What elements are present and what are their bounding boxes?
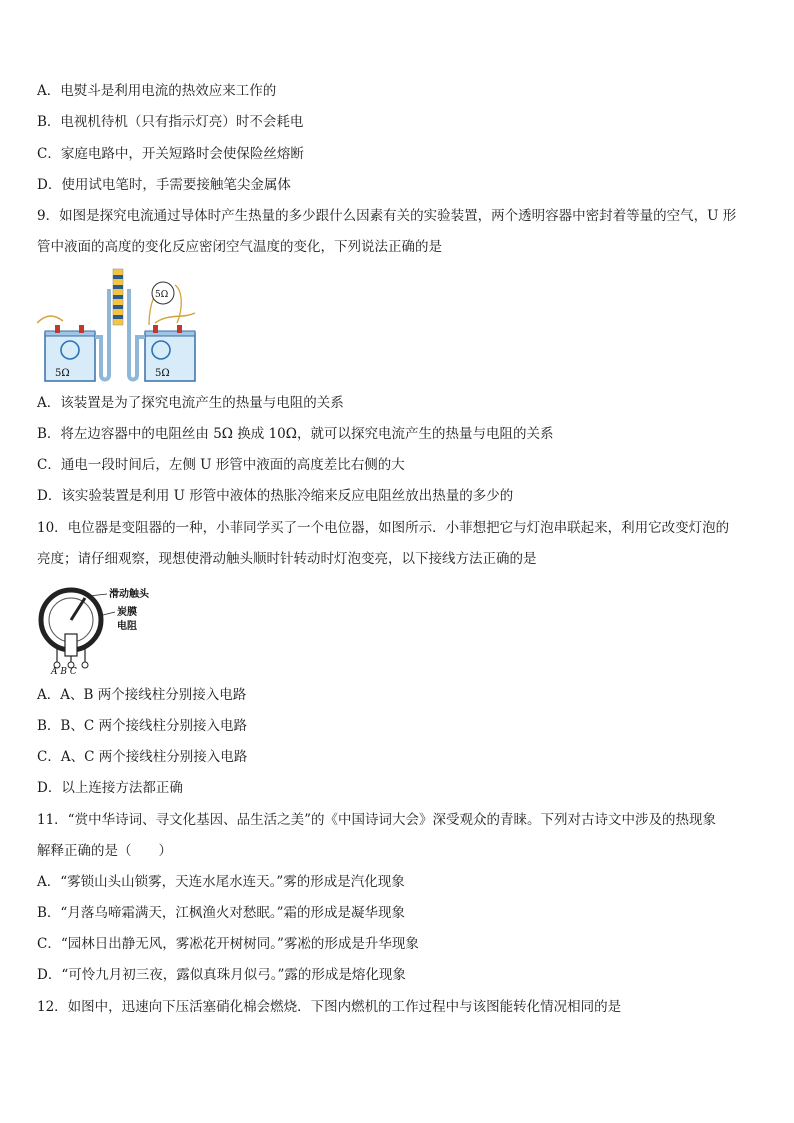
q9-stem-line2: 管中液面的高度的变化反应密闭空气温度的变化，下列说法正确的是: [37, 239, 442, 255]
right-container: [145, 333, 195, 381]
potentiometer-figure: [37, 582, 162, 674]
q8-option-c: C．家庭电路中，开关短路时会使保险丝熔断: [37, 146, 304, 162]
external-resistor-label: 5Ω: [155, 290, 169, 300]
q11-stem-line1: 11．“赏中华诗词、寻文化基因、品生活之美”的《中国诗词大会》深受观众的青睐。下列对古诗文中涉及的热现象: [37, 812, 716, 828]
q10-stem-line2: 亮度；请仔细观察，现想使滑动触头顺时针转动时灯泡变亮，以下接线方法正确的是: [37, 551, 537, 567]
carbon-film-label-1: 炭膜: [117, 607, 137, 618]
q8-option-b: B．电视机待机（只有指示灯亮）时不会耗电: [37, 114, 304, 130]
u-tube-left: [95, 289, 109, 380]
q8-option-d: D．使用试电笔时，手需要接触笔尖金属体: [37, 177, 291, 193]
right-resistor-label: 5Ω: [155, 368, 170, 379]
q9-option-b: B．将左边容器中的电阻丝由 5Ω 换成 10Ω，就可以探究电流产生的热量与电阻的关系: [37, 426, 554, 442]
q10-option-a: A．A、B 两个接线柱分别接入电路: [37, 687, 247, 703]
wire-left: [37, 316, 63, 323]
q11-stem-line2: 解释正确的是（ ）: [37, 843, 172, 859]
left-resistor-label: 5Ω: [55, 368, 70, 379]
q12-stem-line1: 12．如图中，迅速向下压活塞硝化棉会燃烧．下图内燃机的工作过程中与该图能转化情况相同的是: [37, 999, 622, 1015]
q8-option-a: A．电熨斗是利用电流的热效应来工作的: [37, 83, 277, 99]
q9-option-c: C．通电一段时间后，左侧 U 形管中液面的高度差比右侧的大: [37, 457, 405, 473]
q11-option-b: B．“月落乌啼霜满天，江枫渔火对愁眠。”霜的形成是凝华现象: [37, 905, 405, 921]
carbon-film-label-2: 电阻: [117, 621, 137, 632]
joule-heating-apparatus-figure: [37, 265, 197, 385]
slider-label: 滑动触头: [109, 589, 149, 600]
q10-option-d: D．以上连接方法都正确: [37, 780, 183, 796]
q9-option-d: D．该实验装置是利用 U 形管中液体的热胀冷缩来反应电阻丝放出热量的多少的: [37, 488, 514, 504]
terminal-labels: A B C: [51, 667, 77, 674]
q9-stem-line1: 9．如图是探究电流通过导体时产生热量的多少跟什么因素有关的实验装置，两个透明容器中密封着等量的空气，U 形: [37, 208, 737, 224]
q11-option-a: A．“雾锁山头山锁雾，天连水尾水连天。”雾的形成是汽化现象: [37, 874, 405, 890]
q11-option-d: D．“可怜九月初三夜，露似真珠月似弓。”露的形成是熔化现象: [37, 967, 406, 983]
q10-stem-line1: 10．电位器是变阻器的一种，小菲同学买了一个电位器，如图所示．小菲想把它与灯泡串联起来，利用它改变灯泡的: [37, 520, 730, 536]
u-tube-right: [129, 289, 145, 380]
q10-option-b: B．B、C 两个接线柱分别接入电路: [37, 718, 247, 734]
wire-right: [155, 313, 195, 323]
q9-option-a: A．该装置是为了探究电流产生的热量与电阻的关系: [37, 395, 344, 411]
q10-option-c: C．A、C 两个接线柱分别接入电路: [37, 749, 248, 765]
q11-option-c: C．“园林日出静无风，雾凇花开树树同。”雾凇的形成是升华现象: [37, 936, 419, 952]
